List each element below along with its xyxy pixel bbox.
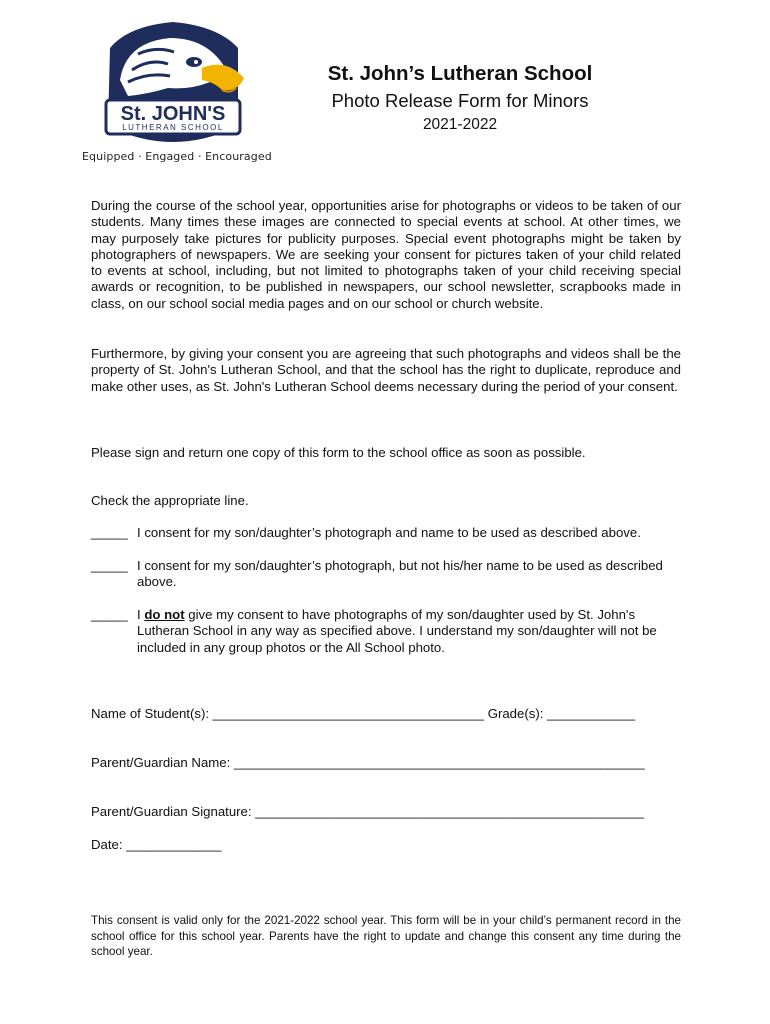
option-2-blank[interactable]: _____ (91, 558, 128, 573)
return-instructions: Please sign and return one copy of this form to the school office as soon as possible. (91, 445, 586, 460)
school-name: St. John’s Lutheran School (327, 62, 593, 85)
options-heading: Check the appropriate line. (91, 493, 249, 508)
school-year: 2021-2022 (422, 116, 498, 133)
guardian-name-field[interactable]: Parent/Guardian Name: ________________________________________________________ (91, 755, 645, 770)
option-3-blank[interactable]: _____ (91, 607, 128, 622)
school-tagline: Equipped · Engaged · Encouraged (82, 150, 272, 163)
option-3-prefix: I (137, 607, 145, 622)
logo-name-line2: LUTHERAN SCHOOL (122, 123, 224, 132)
date-field[interactable]: Date: _____________ (91, 837, 222, 852)
consent-option-3 (91, 607, 681, 656)
consent-option-1 (91, 525, 681, 541)
logo-name-line1: St. JOHN'S (120, 103, 226, 125)
form-header (300, 60, 620, 136)
option-1-text: I consent for my son/daughter’s photograph and name to be used as described above. (137, 525, 641, 540)
consent-option-2 (91, 558, 681, 591)
option-2-text: I consent for my son/daughter’s photograph, but not his/her name to be used as described above. (137, 558, 663, 590)
student-name-field[interactable]: Name of Student(s): _____________________________________ Grade(s): ____________ (91, 706, 636, 721)
guardian-signature-field[interactable]: Parent/Guardian Signature: _____________________________________________________ (91, 804, 644, 819)
validity-note: This consent is valid only for the 2021-2022 school year. This form will be in your child’s permanent record in the school office for this school year. Parents have the right to update and change this consent any time during the school year. (91, 914, 681, 958)
option-3-rest: give my consent to have photographs of my son/daughter used by St. John's Lutheran School in any way as specified above. I understand my son/daughter will not be included in any group photos or the All School photo. (137, 607, 657, 655)
option-3-text (137, 607, 677, 656)
school-logo (98, 18, 248, 150)
option-3-emphasis: do not (144, 607, 185, 622)
form-title: Photo Release Form for Minors (331, 90, 589, 111)
consent-paragraph: Furthermore, by giving your consent you are agreeing that such photographs and videos shall be the property of St. John's Lutheran School, and that the school has the right to duplicate, reproduce and make other uses, as St. John's Lutheran School deems necessary during the period of your consent. (91, 346, 681, 394)
option-1-blank[interactable]: _____ (91, 525, 128, 540)
intro-paragraph: During the course of the school year, opportunities arise for photographs or videos to be taken of our students. Many times these images are connected to special events at school. At other times, we may purposely take pictures for publicity purposes. Special event photographs might be taken by photographers of newspapers. We are seeking your consent for pictures taken of your child related to events at school, including, but not limited to photographs taken of your child receiving special awards or recognition, to be published in newspapers, our school newsletter, scrapbooks made in class, on our school social media pages and on our school or church website. (91, 198, 681, 311)
